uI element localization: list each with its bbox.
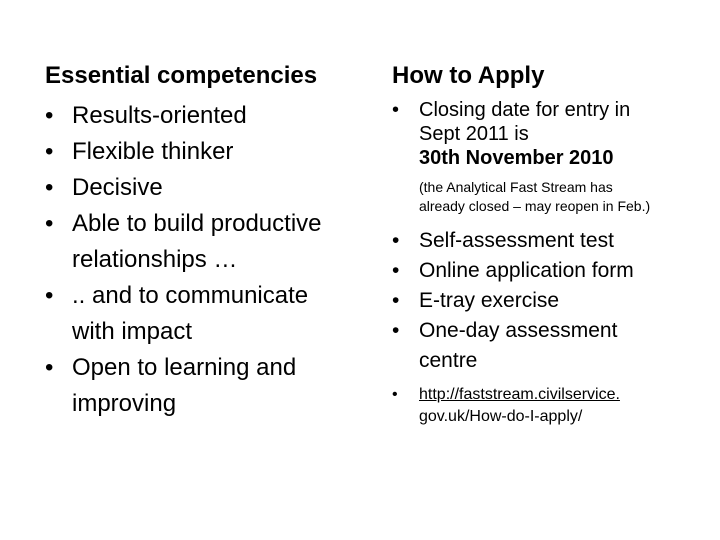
bullet-icon: • (392, 99, 400, 121)
apply-column (392, 60, 692, 428)
competencies-heading: Essential competencies (45, 62, 318, 89)
bullet-icon: • (45, 354, 54, 381)
list-item: • One-day assessment centre (392, 316, 692, 376)
list-item: • Flexible thinker (45, 134, 370, 170)
list-item: • Online application form (392, 256, 692, 286)
apply-link-item (392, 384, 692, 428)
competencies-list (45, 98, 370, 422)
competencies-column (45, 60, 370, 422)
bullet-icon: • (45, 210, 54, 237)
bullet-icon: • (45, 174, 54, 201)
bullet-icon: • (392, 259, 400, 282)
apply-heading: How to Apply (392, 62, 545, 89)
bullet-icon: • (392, 319, 400, 342)
list-item: • Self-assessment test (392, 226, 692, 256)
apply-link[interactable]: http://faststream.civilservice. (419, 386, 620, 403)
closing-date-list (392, 98, 692, 170)
bullet-icon: • (45, 102, 54, 129)
list-item: • Open to learning and improving (45, 350, 370, 422)
bullet-icon: • (392, 289, 400, 312)
bullet-icon: • (45, 282, 54, 309)
analytical-note: (the Analytical Fast Stream has already closed – may reopen in Feb.) (419, 179, 651, 214)
steps-list (392, 226, 692, 376)
bullet-icon: • (392, 229, 400, 252)
list-item: • E-tray exercise (392, 286, 692, 316)
list-item: • Results-oriented (45, 98, 370, 134)
closing-date-item: • Closing date for entry in Sept 2011 is 30th November 2010 (392, 98, 692, 170)
list-item: • .. and to communicate with impact (45, 278, 370, 350)
list-item: • Able to build productive relationships … (45, 206, 370, 278)
apply-link-continued: gov.uk/How-do-I-apply/ (419, 408, 583, 425)
bullet-icon: • (45, 138, 54, 165)
closing-date: 30th November 2010 (419, 147, 614, 169)
list-item: • Decisive (45, 170, 370, 206)
bullet-icon: • (392, 386, 398, 403)
